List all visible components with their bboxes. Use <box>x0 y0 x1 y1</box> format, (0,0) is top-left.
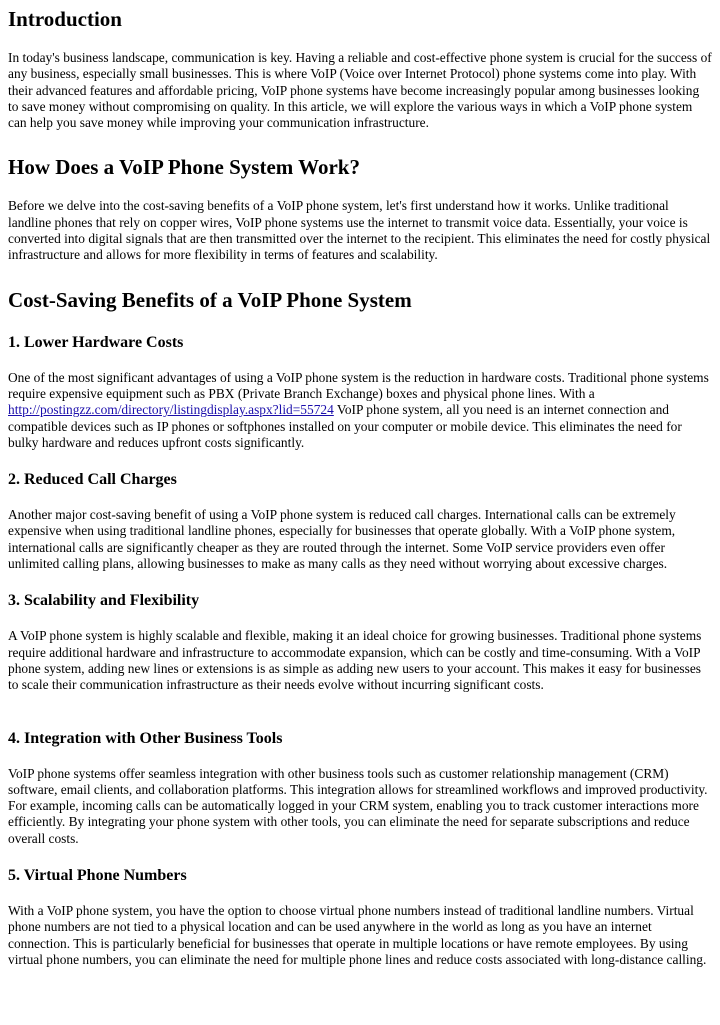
paragraph-text: One of the most significant advantages of using a VoIP phone system is the reduction in hardware costs. Traditional phone systems require expensive equipment such as PBX (Private Branch Exchange) boxes and physical phone lines. With a <box>8 369 709 401</box>
paragraph-text: VoIP phone system, all you need is an internet connection and compatible devices such as IP phones or softphones installed on your computer or mobile device. This eliminates the need for bulky hardware and reduces upfront costs significantly. <box>8 402 682 450</box>
benefit-paragraph-call-charges: Another major cost-saving benefit of using a VoIP phone system is reduced call charges. International calls can be extremely expensive when using traditional landline phones, especially for businesses that operate globally. With a VoIP phone system, international calls are significantly cheaper as they are routed through the internet. Some VoIP service providers even offer unlimited calling plans, allowing businesses to make as many calls as they need without worrying about excessive charges. <box>8 507 676 572</box>
article <box>0 7 720 968</box>
benefit-paragraph-scalability: A VoIP phone system is highly scalable and flexible, making it an ideal choice for growing businesses. Traditional phone systems require additional hardware and infrastructure to accommodate expansion, which can be costly and time-consuming. With a VoIP phone system, adding new lines or extensions is as simple as adding new users to your account. This makes it easy for businesses to scale their communication infrastructure as their needs evolve without incurring significant costs. <box>8 628 702 693</box>
how-it-works-paragraph: Before we delve into the cost-saving benefits of a VoIP phone system, let's first understand how it works. Unlike traditional landline phones that rely on copper wires, VoIP phone systems use the internet to transmit voice data. Essentially, your voice is converted into digital signals that are then transmitted over the internet to the recipient. This eliminates the need for costly physical infrastructure and allows for more flexibility in terms of features and scalability. <box>8 198 711 263</box>
benefit-heading-hardware: 1. Lower Hardware Costs <box>8 333 184 351</box>
benefit-heading-integration: 4. Integration with Other Business Tools <box>8 729 283 747</box>
benefit-heading-scalability: 3. Scalability and Flexibility <box>8 592 200 610</box>
benefit-paragraph-hardware <box>8 370 712 451</box>
benefit-heading-call-charges: 2. Reduced Call Charges <box>8 471 177 489</box>
intro-paragraph: In today's business landscape, communication is key. Having a reliable and cost-effective phone system is crucial for the success of any business, especially small businesses. This is where VoIP (Voice over Internet Protocol) phone systems come into play. With their advanced features and affordable pricing, VoIP phone systems have become increasingly popular among businesses looking to save money without compromising on quality. In this article, we will explore the various ways in which a VoIP phone system can help you save money while improving your communication infrastructure. <box>8 50 712 131</box>
benefits-heading: Cost-Saving Benefits of a VoIP Phone System <box>8 287 412 312</box>
benefit-heading-virtual-numbers: 5. Virtual Phone Numbers <box>8 867 187 885</box>
how-it-works-heading: How Does a VoIP Phone System Work? <box>8 155 360 180</box>
benefit-paragraph-virtual-numbers: With a VoIP phone system, you have the option to choose virtual phone numbers instead of traditional landline numbers. Virtual phone numbers are not tied to a physical location and can be used anywhere in the world as long as you have an internet connection. This is particularly beneficial for businesses that operate in multiple locations or have remote employees. By using virtual phone numbers, you can eliminate the need for multiple phone lines and reduce costs associated with long-distance calling. <box>8 903 707 967</box>
intro-heading: Introduction <box>8 7 122 31</box>
benefit-paragraph-integration: VoIP phone systems offer seamless integration with other business tools such as customer relationship management (CRM) software, email clients, and collaboration platforms. This integration allows for streamlined workflows and improved productivity. For example, incoming calls can be automatically logged in your CRM system, enabling you to track customer interactions more efficiently. By integrating your phone system with other tools, you can eliminate the need for separate subscriptions and reduce overall costs. <box>8 765 708 846</box>
directory-link[interactable]: http://postingzz.com/directory/listingdisplay.aspx?lid=55724 <box>8 402 334 418</box>
